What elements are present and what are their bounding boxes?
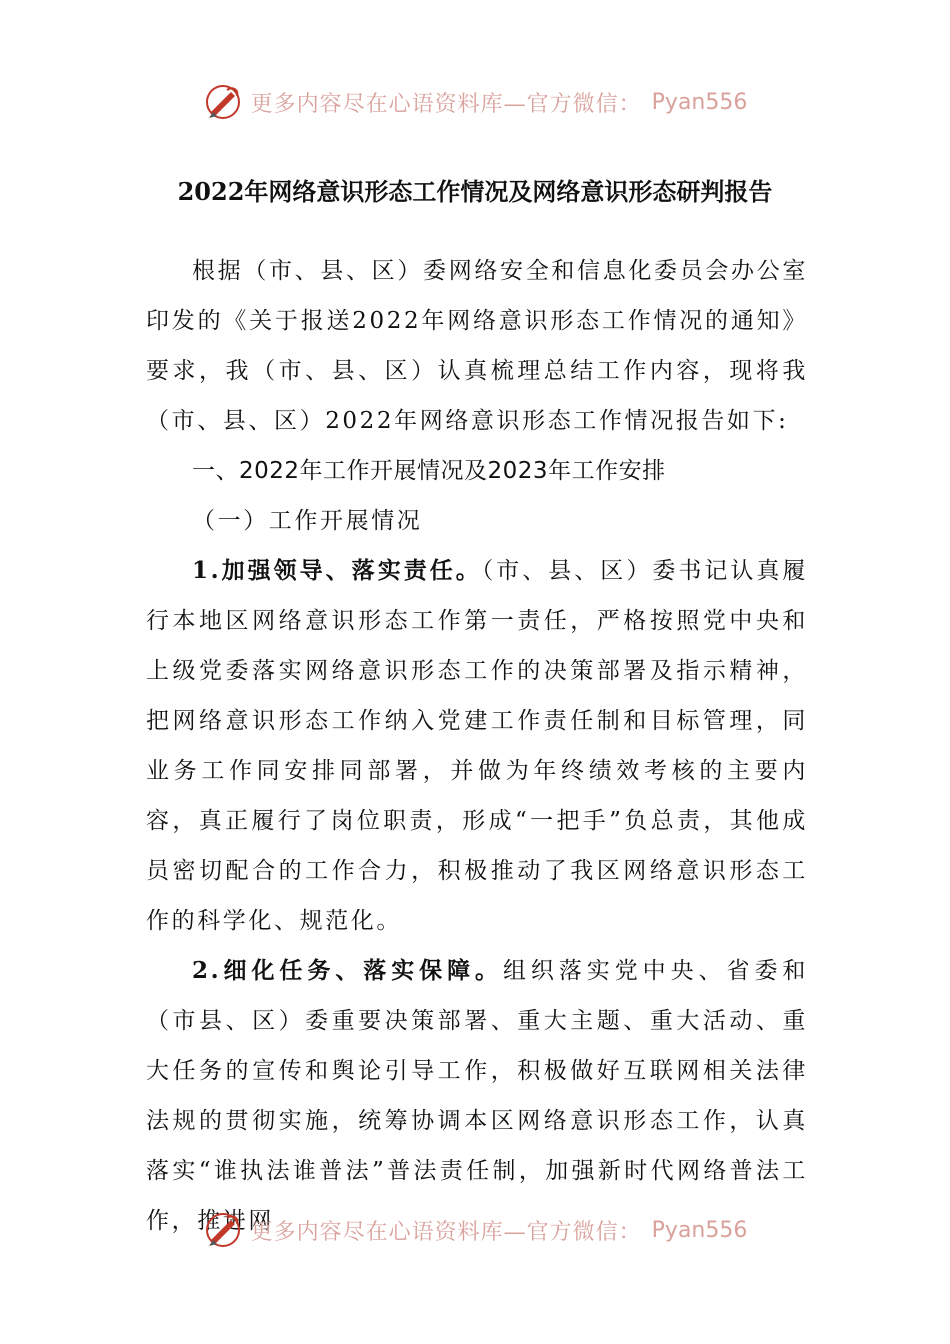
item-2-lead: 2.细化任务、落实保障。: [192, 957, 503, 984]
item-1-lead: 1.加强领导、落实责任。: [192, 557, 482, 584]
section-heading-1: 一、2022年工作开展情况及2023年工作安排: [192, 458, 666, 484]
pen-logo-icon: [203, 82, 243, 122]
document-title: 2022年网络意识形态工作情况及网络意识形态研判报告: [177, 177, 773, 206]
watermark-text: 更多内容尽在心语资料库—官方微信：: [250, 91, 642, 117]
item-2-text: 组织落实党中央、省委和（市县、区）委重要决策部署、重大主题、重大活动、重大任务的宣传和舆论引导工作，积极做好互联网相关法律法规的贯彻实施，统筹协调本区网络意识形态工作，认真落实“谁执法谁普法”普法责任制，加强新时代网络普法工作，推进网: [146, 958, 808, 1234]
watermark-text: 更多内容尽在心语资料库—官方微信：: [250, 1219, 642, 1245]
watermark-footer: [0, 1208, 950, 1252]
item-1-paragraph: [146, 546, 808, 946]
document-body: [146, 246, 808, 1246]
item-2-paragraph: [146, 946, 808, 1246]
watermark-wechat-id: Pyan556: [651, 1217, 748, 1243]
subsection-heading-1: （一）工作开展情况: [192, 508, 423, 534]
watermark-wechat-id: Pyan556: [651, 89, 748, 115]
watermark-header: [0, 80, 950, 124]
pen-logo-icon: [203, 1210, 243, 1250]
intro-paragraph: 根据（市、县、区）委网络安全和信息化委员会办公室印发的《关于报送2022年网络意识形态工作情况的通知》要求，我（市、县、区）认真梳理总结工作内容，现将我（市、县、区）2022年网络意识形态工作情况报告如下:: [146, 258, 808, 434]
item-1-text: （市、县、区）委书记认真履行本地区网络意识形态工作第一责任，严格按照党中央和上级党委落实网络意识形态工作的决策部署及指示精神，把网络意识形态工作纳入党建工作责任制和目标管理，同业务工作同安排同部署，并做为年终绩效考核的主要内容，真正履行了岗位职责，形成“一把手”负总责，其他成员密切配合的工作合力，积极推动了我区网络意识形态工作的科学化、规范化。: [146, 558, 808, 934]
